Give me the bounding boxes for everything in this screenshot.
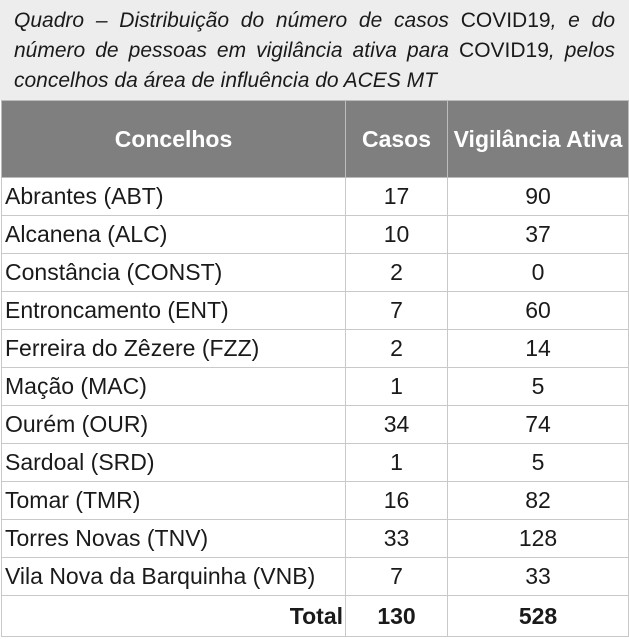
table-row <box>2 406 629 444</box>
header-vigilancia: Vigilância Ativa <box>448 101 629 178</box>
total-label: Total <box>2 596 346 637</box>
concelho-cell: Tomar (TMR) <box>2 482 346 520</box>
vigilancia-cell: 14 <box>448 330 629 368</box>
concelho-cell: Alcanena (ALC) <box>2 216 346 254</box>
casos-cell: 2 <box>346 254 448 292</box>
casos-cell: 7 <box>346 558 448 596</box>
concelho-cell: Vila Nova da Barquinha (VNB) <box>2 558 346 596</box>
table-row <box>2 292 629 330</box>
casos-cell: 1 <box>346 368 448 406</box>
vigilancia-cell: 90 <box>448 178 629 216</box>
header-concelhos: Concelhos <box>2 101 346 178</box>
concelho-cell: Entroncamento (ENT) <box>2 292 346 330</box>
vigilancia-cell: 5 <box>448 368 629 406</box>
vigilancia-cell: 128 <box>448 520 629 558</box>
casos-cell: 17 <box>346 178 448 216</box>
table-row <box>2 520 629 558</box>
casos-cell: 16 <box>346 482 448 520</box>
casos-cell: 2 <box>346 330 448 368</box>
vigilancia-cell: 74 <box>448 406 629 444</box>
caption-label: Quadro <box>14 9 85 32</box>
concelho-cell: Abrantes (ABT) <box>2 178 346 216</box>
concelho-cell: Torres Novas (TNV) <box>2 520 346 558</box>
concelho-cell: Constância (CONST) <box>2 254 346 292</box>
table-caption: Quadro – Distribuição do número de casos COVID19, e do número de pessoas em vigilância ativa para COVID19, pelos concelhos da área de influência do ACES MT <box>0 0 629 100</box>
vigilancia-cell: 0 <box>448 254 629 292</box>
casos-cell: 1 <box>346 444 448 482</box>
table-row <box>2 330 629 368</box>
caption-covid-term-2: COVID19 <box>459 39 549 62</box>
total-row <box>2 596 629 637</box>
table-body <box>2 178 629 637</box>
concelho-cell: Sardoal (SRD) <box>2 444 346 482</box>
vigilancia-cell: 37 <box>448 216 629 254</box>
total-casos: 130 <box>346 596 448 637</box>
total-vigilancia: 528 <box>448 596 629 637</box>
concelho-cell: Ourém (OUR) <box>2 406 346 444</box>
casos-cell: 33 <box>346 520 448 558</box>
casos-cell: 34 <box>346 406 448 444</box>
header-casos: Casos <box>346 101 448 178</box>
table-row <box>2 254 629 292</box>
table-row <box>2 444 629 482</box>
concelho-cell: Mação (MAC) <box>2 368 346 406</box>
table-row <box>2 368 629 406</box>
table-row <box>2 178 629 216</box>
table-row <box>2 482 629 520</box>
casos-cell: 7 <box>346 292 448 330</box>
casos-cell: 10 <box>346 216 448 254</box>
caption-covid-term: COVID19 <box>460 9 551 32</box>
vigilancia-cell: 60 <box>448 292 629 330</box>
table-row <box>2 558 629 596</box>
concelho-cell: Ferreira do Zêzere (FZZ) <box>2 330 346 368</box>
vigilancia-cell: 82 <box>448 482 629 520</box>
table-row <box>2 216 629 254</box>
vigilancia-cell: 33 <box>448 558 629 596</box>
vigilancia-cell: 5 <box>448 444 629 482</box>
header-row <box>2 101 629 178</box>
cases-table <box>1 100 629 637</box>
